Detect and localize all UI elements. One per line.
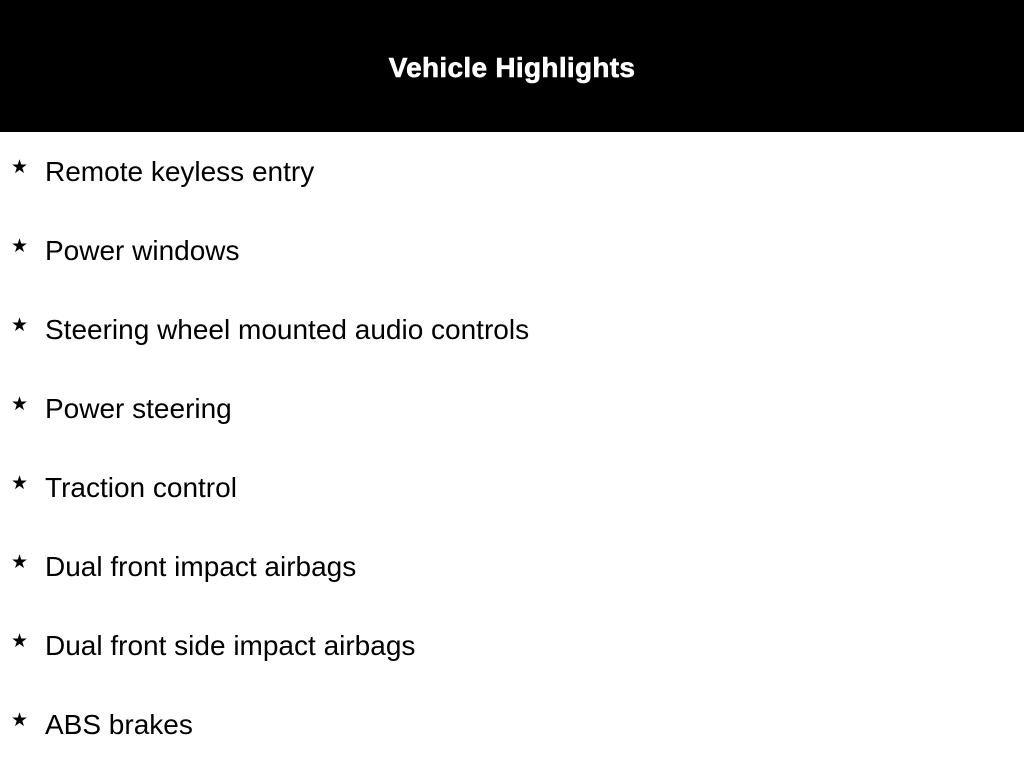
highlights-list — [0, 132, 1024, 764]
list-item — [0, 369, 1024, 448]
list-item — [0, 290, 1024, 369]
list-item — [0, 606, 1024, 685]
list-item-label: Remote keyless entry — [45, 156, 315, 187]
list-item — [0, 448, 1024, 527]
list-item — [0, 685, 1024, 764]
list-item-label: Steering wheel mounted audio controls — [45, 314, 530, 345]
star-icon: ★ — [11, 314, 29, 336]
list-item — [0, 211, 1024, 290]
star-icon: ★ — [11, 393, 29, 415]
page-title: Vehicle Highlights — [388, 52, 636, 83]
list-item-label: ABS brakes — [45, 709, 193, 740]
star-icon: ★ — [11, 472, 29, 494]
star-icon: ★ — [11, 709, 29, 731]
star-icon: ★ — [11, 630, 29, 652]
list-item-label: Dual front impact airbags — [45, 551, 357, 582]
list-item-label: Power steering — [45, 393, 232, 424]
star-icon: ★ — [11, 156, 29, 178]
list-item — [0, 527, 1024, 606]
list-item — [0, 132, 1024, 211]
header-banner — [0, 0, 1024, 132]
list-item-label: Dual front side impact airbags — [45, 630, 416, 661]
list-item-label: Traction control — [45, 472, 237, 503]
star-icon: ★ — [11, 235, 29, 257]
star-icon: ★ — [11, 551, 29, 573]
list-item-label: Power windows — [45, 235, 240, 266]
